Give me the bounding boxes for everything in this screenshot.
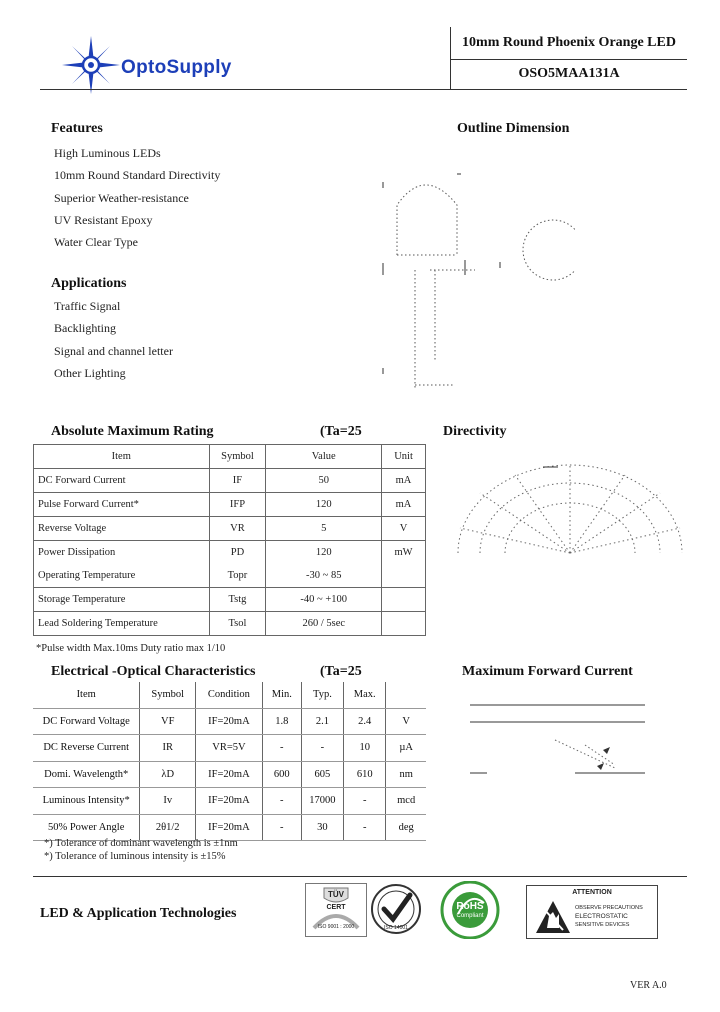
max-cell: 10 [344, 735, 386, 762]
symbol-cell: Tsol [209, 612, 266, 636]
min-cell: 1.8 [262, 708, 301, 735]
typ-cell: 17000 [301, 788, 343, 815]
max-cell: 2.4 [344, 708, 386, 735]
unit-cell: µA [386, 735, 426, 762]
value-cell: 120 [266, 493, 382, 517]
condition-cell: VR=5V [196, 735, 263, 762]
symbol-cell: Iv [140, 788, 196, 815]
item-cell: Pulse Forward Current* [34, 493, 210, 517]
typ-cell: 605 [301, 761, 343, 788]
unit-cell [382, 588, 426, 612]
rohs-badge [434, 881, 506, 939]
abs-max-table [33, 444, 426, 636]
max-cell: 610 [344, 761, 386, 788]
header-cell: Symbol [209, 445, 266, 469]
item-cell: DC Forward Voltage [33, 708, 140, 735]
min-cell: - [262, 735, 301, 762]
unit-cell: V [386, 708, 426, 735]
header-cell: Symbol [140, 682, 196, 708]
table-row [33, 761, 426, 788]
footer-divider [33, 876, 687, 877]
item-cell: Operating Temperature [34, 564, 210, 588]
item-cell: DC Forward Current [34, 469, 210, 493]
abs-max-title: Absolute Maximum Rating [51, 424, 214, 439]
feature-item: Superior Weather-resistance [54, 190, 189, 205]
value-cell: 260 / 5sec [266, 612, 382, 636]
table-row [33, 735, 426, 762]
outline-drawing [375, 160, 575, 396]
header-cell: Condition [196, 682, 263, 708]
application-item: Other Lighting [54, 365, 126, 380]
esd-line3: SENSITIVE DEVICES [575, 922, 630, 928]
header-cell: Typ. [301, 682, 343, 708]
optosupply-logo-icon [62, 36, 120, 94]
iso-label: ISO 14001 [384, 925, 408, 931]
symbol-cell: Tstg [209, 588, 266, 612]
applications-list [54, 299, 173, 388]
unit-cell: mA [382, 493, 426, 517]
min-cell: - [262, 788, 301, 815]
value-cell: 5 [266, 517, 382, 541]
feature-item: UV Resistant Epoxy [54, 212, 153, 227]
table-row [33, 708, 426, 735]
header-cell [386, 682, 426, 708]
header-divider [40, 89, 687, 90]
table-row [34, 493, 426, 517]
electrical-condition: (Ta=25 [320, 664, 362, 679]
esd-line1: OBSERVE PRECAUTIONS [575, 905, 643, 911]
table-row [34, 588, 426, 612]
value-cell: -30 ~ 85 [266, 564, 382, 588]
outline-title: Outline Dimension [457, 121, 570, 136]
item-cell: Reverse Voltage [34, 517, 210, 541]
directivity-title: Directivity [443, 424, 507, 439]
unit-cell: nm [386, 761, 426, 788]
esd-title: ATTENTION [572, 889, 612, 896]
typ-cell: 30 [301, 814, 343, 841]
symbol-cell: VR [209, 517, 266, 541]
rohs-sub-label: Compliant [456, 913, 484, 919]
unit-cell: V [382, 517, 426, 541]
tuv-cert-badge [305, 883, 367, 937]
header-cell: Item [33, 682, 140, 708]
header-cell: Max. [344, 682, 386, 708]
unit-cell [382, 612, 426, 636]
electrical-table [33, 682, 426, 841]
symbol-cell: VF [140, 708, 196, 735]
unit-cell: deg [386, 814, 426, 841]
application-item: Signal and channel letter [54, 343, 173, 358]
part-number: OSO5MAA131A [518, 66, 620, 81]
table-row [34, 612, 426, 636]
item-cell: DC Reverse Current [33, 735, 140, 762]
directivity-diagram [450, 458, 690, 558]
item-cell: Lead Soldering Temperature [34, 612, 210, 636]
unit-cell: mA [382, 469, 426, 493]
feature-item: High Luminous LEDs [54, 146, 161, 160]
table-row [34, 517, 426, 541]
table-header-row [33, 682, 426, 708]
symbol-cell: PD [209, 541, 266, 565]
header-cell: Unit [382, 445, 426, 469]
symbol-cell: IFP [209, 493, 266, 517]
header-cell: Min. [262, 682, 301, 708]
table-row [34, 541, 426, 565]
typ-cell: - [301, 735, 343, 762]
version-label: VER A.0 [630, 980, 667, 991]
features-title: Features [51, 121, 103, 136]
max-cell: - [344, 814, 386, 841]
electrical-note-wavelength: *) Tolerance of dominant wavelength is ±1nm [44, 838, 238, 849]
min-cell: 600 [262, 761, 301, 788]
min-cell: - [262, 814, 301, 841]
tuv-label: TÜV [328, 890, 344, 899]
item-cell: 50% Power Angle [33, 814, 140, 841]
unit-cell: mW [382, 541, 426, 565]
condition-cell: IF=20mA [196, 708, 263, 735]
feature-item: 10mm Round Standard Directivity [54, 168, 221, 183]
esd-attention-badge [526, 885, 658, 939]
iso-checkmark-badge [370, 883, 422, 935]
symbol-cell: Topr [209, 564, 266, 588]
table-row [34, 469, 426, 493]
features-list [54, 146, 220, 257]
item-cell: Luminous Intensity* [33, 788, 140, 815]
application-item: Backlighting [54, 321, 116, 336]
rohs-label: RoHS [456, 901, 484, 912]
table-row [33, 814, 426, 841]
typ-cell: 2.1 [301, 708, 343, 735]
table-row [33, 788, 426, 815]
title-box [450, 27, 687, 90]
header-cell: Value [266, 445, 382, 469]
table-row [34, 564, 426, 588]
value-cell: -40 ~ +100 [266, 588, 382, 612]
item-cell: Domi. Wavelength* [33, 761, 140, 788]
condition-cell: IF=20mA [196, 814, 263, 841]
symbol-cell: IF [209, 469, 266, 493]
condition-cell: IF=20mA [196, 788, 263, 815]
electrical-title: Electrical -Optical Characteristics [51, 664, 256, 679]
abs-max-footnote: *Pulse width Max.10ms Duty ratio max 1/10 [36, 643, 226, 654]
symbol-cell: 2θ1/2 [140, 814, 196, 841]
symbol-cell: IR [140, 735, 196, 762]
tuv-sub-label: CERT [326, 904, 346, 911]
symbol-cell: λD [140, 761, 196, 788]
esd-line2: ELECTROSTATIC [575, 913, 628, 920]
esd-hand-icon [535, 900, 571, 934]
condition-cell: IF=20mA [196, 761, 263, 788]
company-name: LED & Application Technologies [40, 906, 237, 921]
applications-title: Applications [51, 276, 127, 291]
electrical-note-intensity: *) Tolerance of luminous intensity is ±15% [44, 851, 226, 862]
max-forward-current-title: Maximum Forward Current [462, 664, 633, 679]
item-cell: Storage Temperature [34, 588, 210, 612]
item-cell: Power Dissipation [34, 541, 210, 565]
tuv-iso-label: ISO 9001 : 2000 [317, 924, 355, 930]
brand-name: OptoSupply [121, 57, 232, 78]
unit-cell [382, 564, 426, 588]
value-cell: 120 [266, 541, 382, 565]
value-cell: 50 [266, 469, 382, 493]
feature-item: Water Clear Type [54, 235, 138, 250]
application-item: Traffic Signal [54, 299, 121, 313]
unit-cell: mcd [386, 788, 426, 815]
abs-max-condition: (Ta=25 [320, 424, 362, 439]
product-title: 10mm Round Phoenix Orange LED [451, 27, 687, 60]
table-header-row [34, 445, 426, 469]
max-forward-current-graph [465, 690, 650, 790]
max-cell: - [344, 788, 386, 815]
header-cell: Item [34, 445, 210, 469]
